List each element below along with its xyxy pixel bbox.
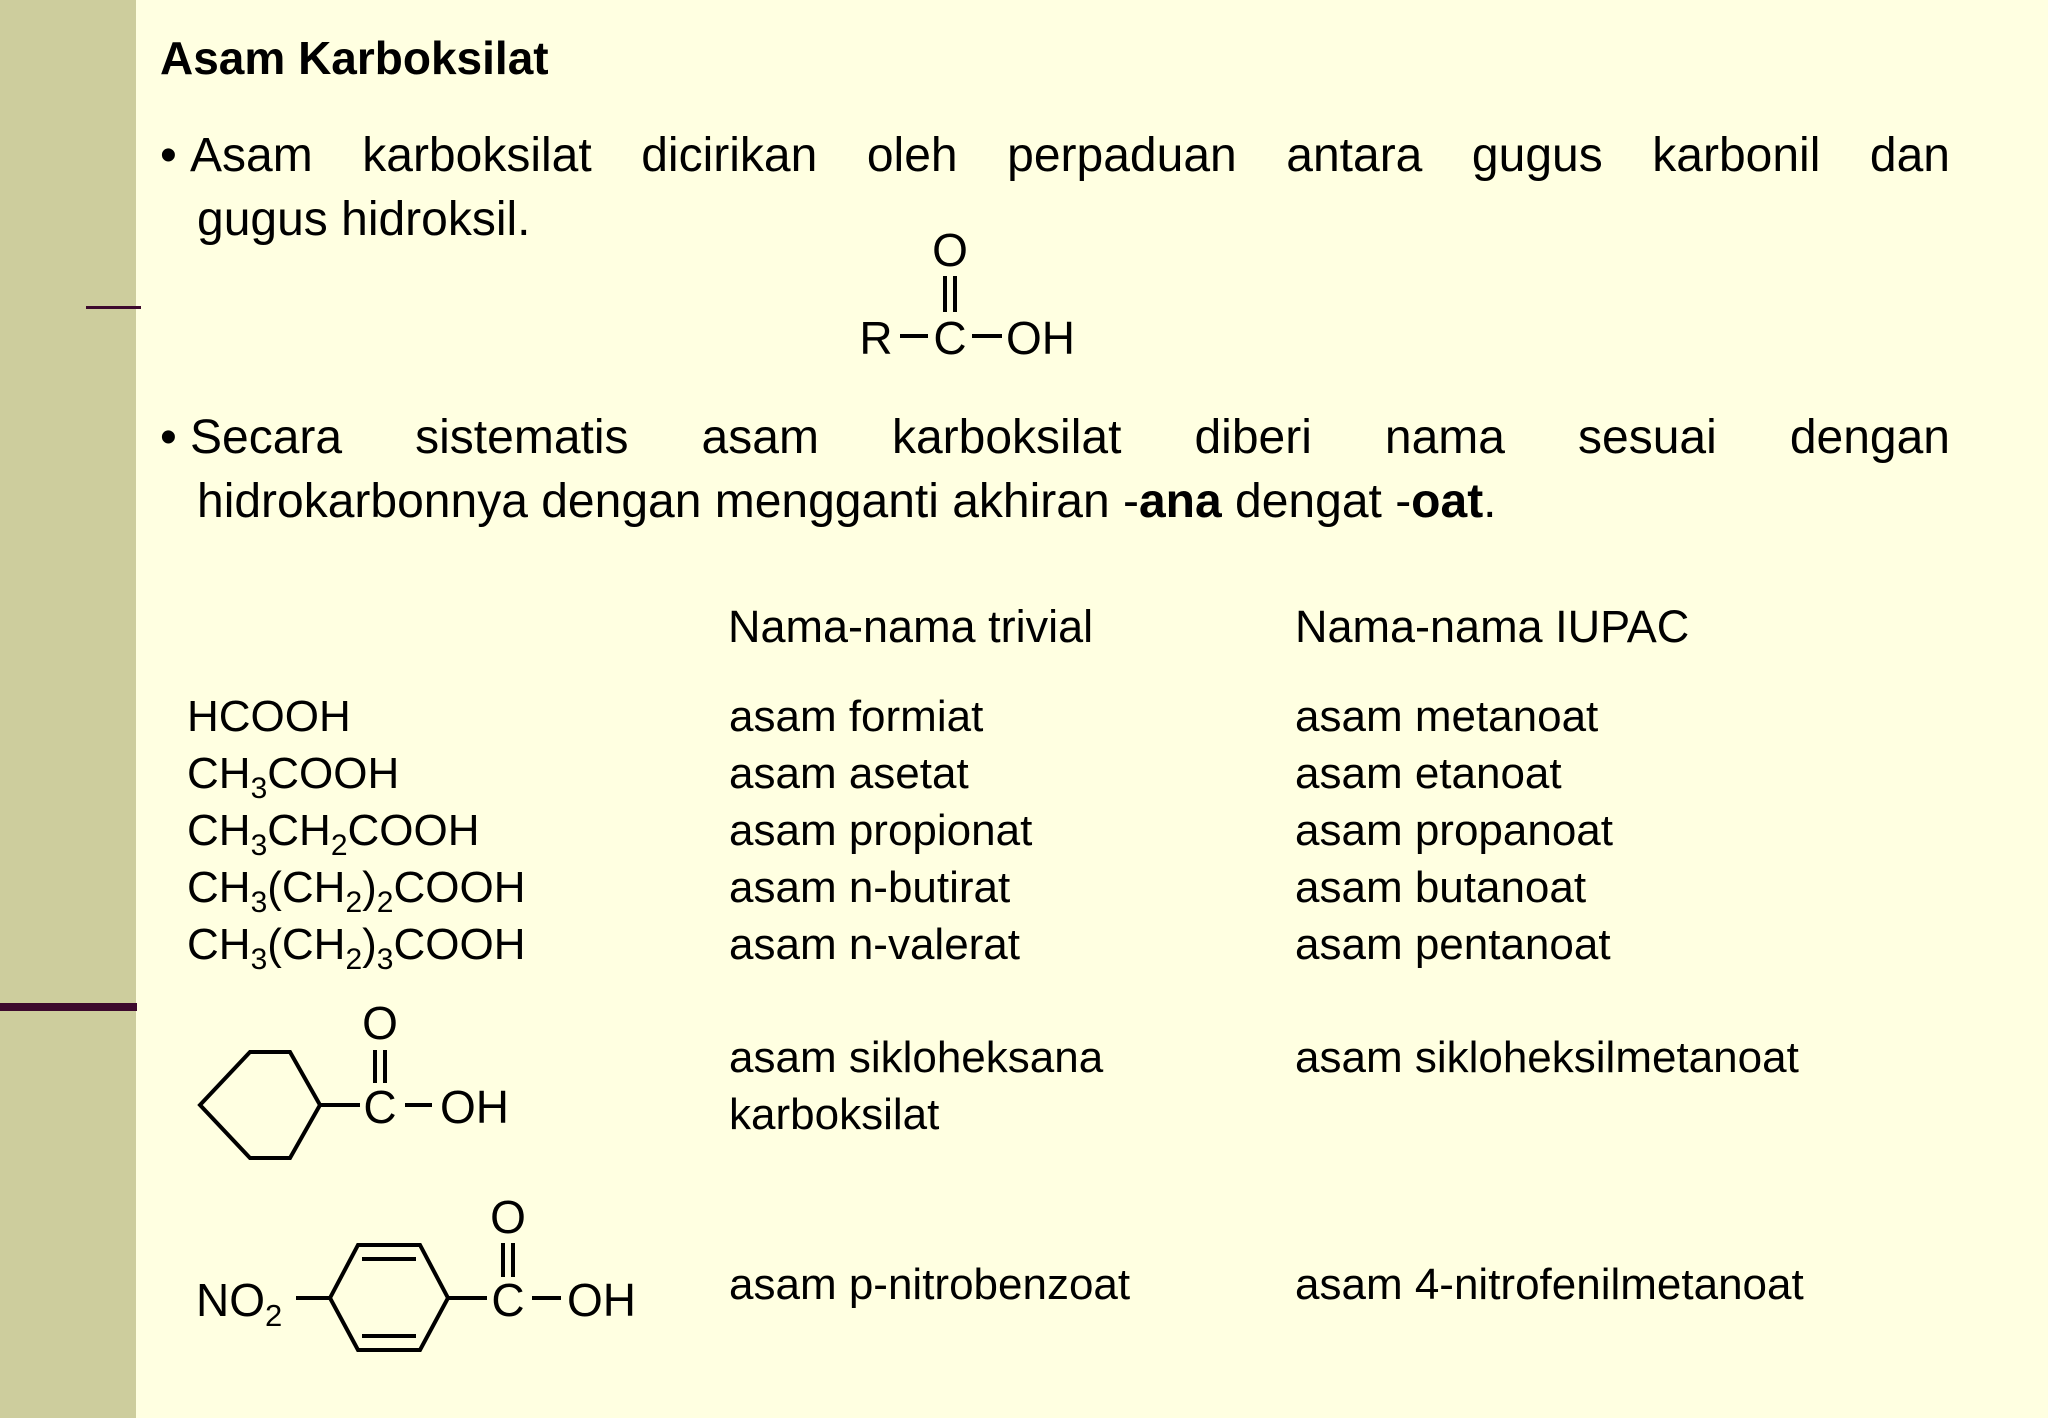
header-iupac-names: Nama-nama IUPAC xyxy=(1295,601,1690,652)
carbon-label: C xyxy=(491,1274,525,1326)
table-row-formula: HCOOH xyxy=(187,692,351,741)
table-row-trivial: asam asetat xyxy=(729,749,969,798)
nitrobenzoic-structure xyxy=(196,1191,636,1350)
carbonyl-oxygen-label: O xyxy=(490,1191,526,1243)
table-row-formula: $CH_3(CH_2)_2COOH$ xyxy=(187,863,526,919)
bullet-definition-line-1: Asam karboksilat dicirikan oleh perpaduan antara gugus karbonil dan xyxy=(190,129,1950,182)
nitro-group-label: $NO_2$ xyxy=(196,1274,283,1333)
table-row-iupac: asam etanoat xyxy=(1295,749,1562,798)
r-group-label: R xyxy=(859,312,893,364)
cyclohexane-trivial-line-2: karboksilat xyxy=(729,1090,940,1139)
table-row-trivial: asam formiat xyxy=(729,692,984,741)
nitro-trivial-name: asam p-nitrobenzoat xyxy=(729,1260,1131,1309)
nitro-iupac-name: asam 4-nitrofenilmetanoat xyxy=(1295,1260,1804,1309)
table-row-formula: $CH_3CH_2COOH$ xyxy=(187,806,480,862)
table-row-trivial: asam propionat xyxy=(729,806,1033,855)
carbonyl-oxygen-label: O xyxy=(362,997,398,1049)
suffix-ana: ana xyxy=(1138,475,1222,528)
slide-title: Asam Karboksilat xyxy=(160,32,549,84)
cyclohexane-iupac-name: asam sikloheksilmetanoat xyxy=(1295,1033,1799,1082)
bullet-naming-line-2: hidrokarbonnya dengan mengganti akhiran -ana dengat -oat. xyxy=(197,475,1497,528)
cyclohexane-ring xyxy=(200,1052,320,1158)
general-carboxyl-formula xyxy=(859,224,1075,364)
hydroxyl-label: OH xyxy=(440,1081,509,1133)
table-row-iupac: asam butanoat xyxy=(1295,863,1587,912)
bullet-marker: • xyxy=(160,129,177,182)
table-row-formula: $CH_3(CH_2)_3COOH$ xyxy=(187,920,526,976)
bullet-definition-line-2: gugus hidroksil. xyxy=(197,193,531,246)
bullet-naming-line-1: Secara sistematis asam karboksilat diberi nama sesuai dengan xyxy=(190,411,1950,464)
table-row-trivial: asam n-butirat xyxy=(729,863,1011,912)
hydroxyl-label: OH xyxy=(1006,312,1075,364)
hydroxyl-label: OH xyxy=(567,1274,636,1326)
carbon-label: C xyxy=(933,312,967,364)
cyclohexane-trivial-line-1: asam sikloheksana xyxy=(729,1033,1104,1082)
table-row-trivial: asam n-valerat xyxy=(729,920,1021,969)
header-trivial-names: Nama-nama trivial xyxy=(728,601,1094,652)
bullet-marker: • xyxy=(160,411,177,464)
cyclohexane-carboxylic-structure xyxy=(200,997,509,1158)
carbon-label: C xyxy=(363,1081,397,1133)
table-row-iupac: asam propanoat xyxy=(1295,806,1613,855)
table-row-formula: $CH_3COOH$ xyxy=(187,749,400,805)
suffix-oat: oat xyxy=(1411,475,1484,528)
table-row-iupac: asam pentanoat xyxy=(1295,920,1611,969)
carbonyl-oxygen-label: O xyxy=(932,224,968,276)
table-row-iupac: asam metanoat xyxy=(1295,692,1599,741)
